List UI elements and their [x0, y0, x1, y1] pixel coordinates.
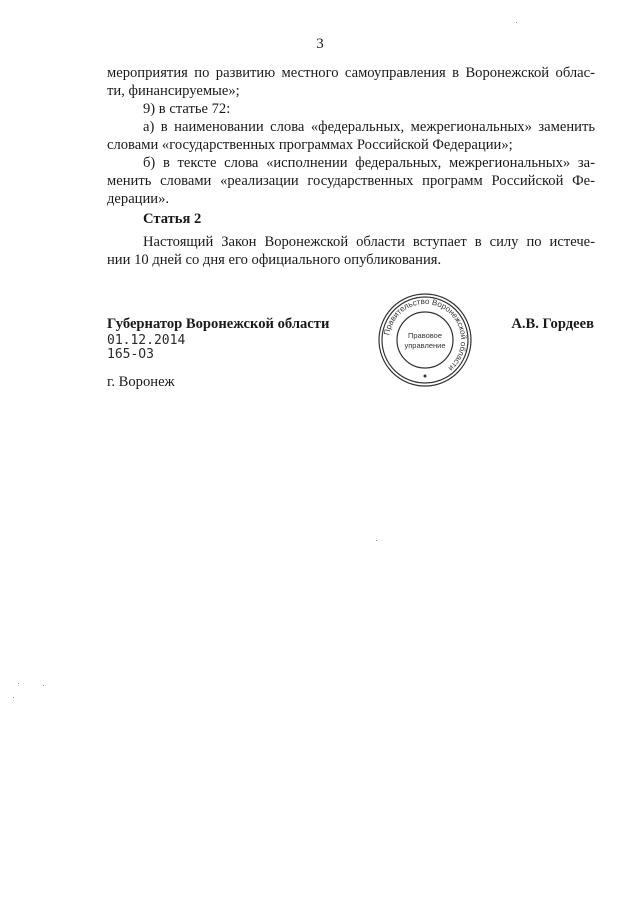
article-line-1: Настоящий Закон Воронежской области вступает в силу по истече-	[143, 234, 595, 250]
signatory-title: Губернатор Воронежской области	[107, 316, 330, 332]
seal-inner-line-2: управление	[404, 341, 446, 350]
page-number: 3	[316, 36, 324, 52]
article-line-2: нии 10 дней со дня его официального опубликования.	[107, 252, 442, 268]
scan-speck	[376, 540, 377, 541]
date-stamp: 01.12.2014	[107, 333, 186, 348]
body-line-2: ти, финансируемые»;	[107, 83, 240, 99]
article-heading: Статья 2	[143, 211, 202, 227]
body-line-4: а) в наименовании слова «федеральных, межрегиональных» заменить	[143, 119, 595, 135]
seal-inner-line-1: Правовое	[407, 331, 443, 340]
seal-outer-text: Правительство Воронежской области	[382, 296, 469, 373]
city-label: г. Воронеж	[107, 374, 175, 390]
body-line-5: словами «государственных программах Российской Федерации»;	[107, 137, 513, 153]
body-line-6: б) в тексте слова «исполнении федеральных, межрегиональных» за-	[143, 155, 595, 171]
body-line-3: 9) в статье 72:	[143, 101, 231, 117]
scan-speck	[18, 683, 19, 684]
body-line-1: мероприятия по развитию местного самоуправления в Воронежской облас-	[107, 65, 595, 81]
scan-speck	[13, 697, 14, 698]
official-seal-icon	[377, 292, 473, 388]
body-line-7: менить словами «реализации государственных программ Российской Фе-	[107, 173, 595, 189]
scan-speck	[43, 685, 44, 686]
signatory-name: А.В. Гордеев	[511, 316, 594, 332]
scan-speck	[516, 22, 517, 23]
law-number-stamp: 165-ОЗ	[107, 347, 154, 362]
body-line-8: дерации».	[107, 191, 170, 207]
